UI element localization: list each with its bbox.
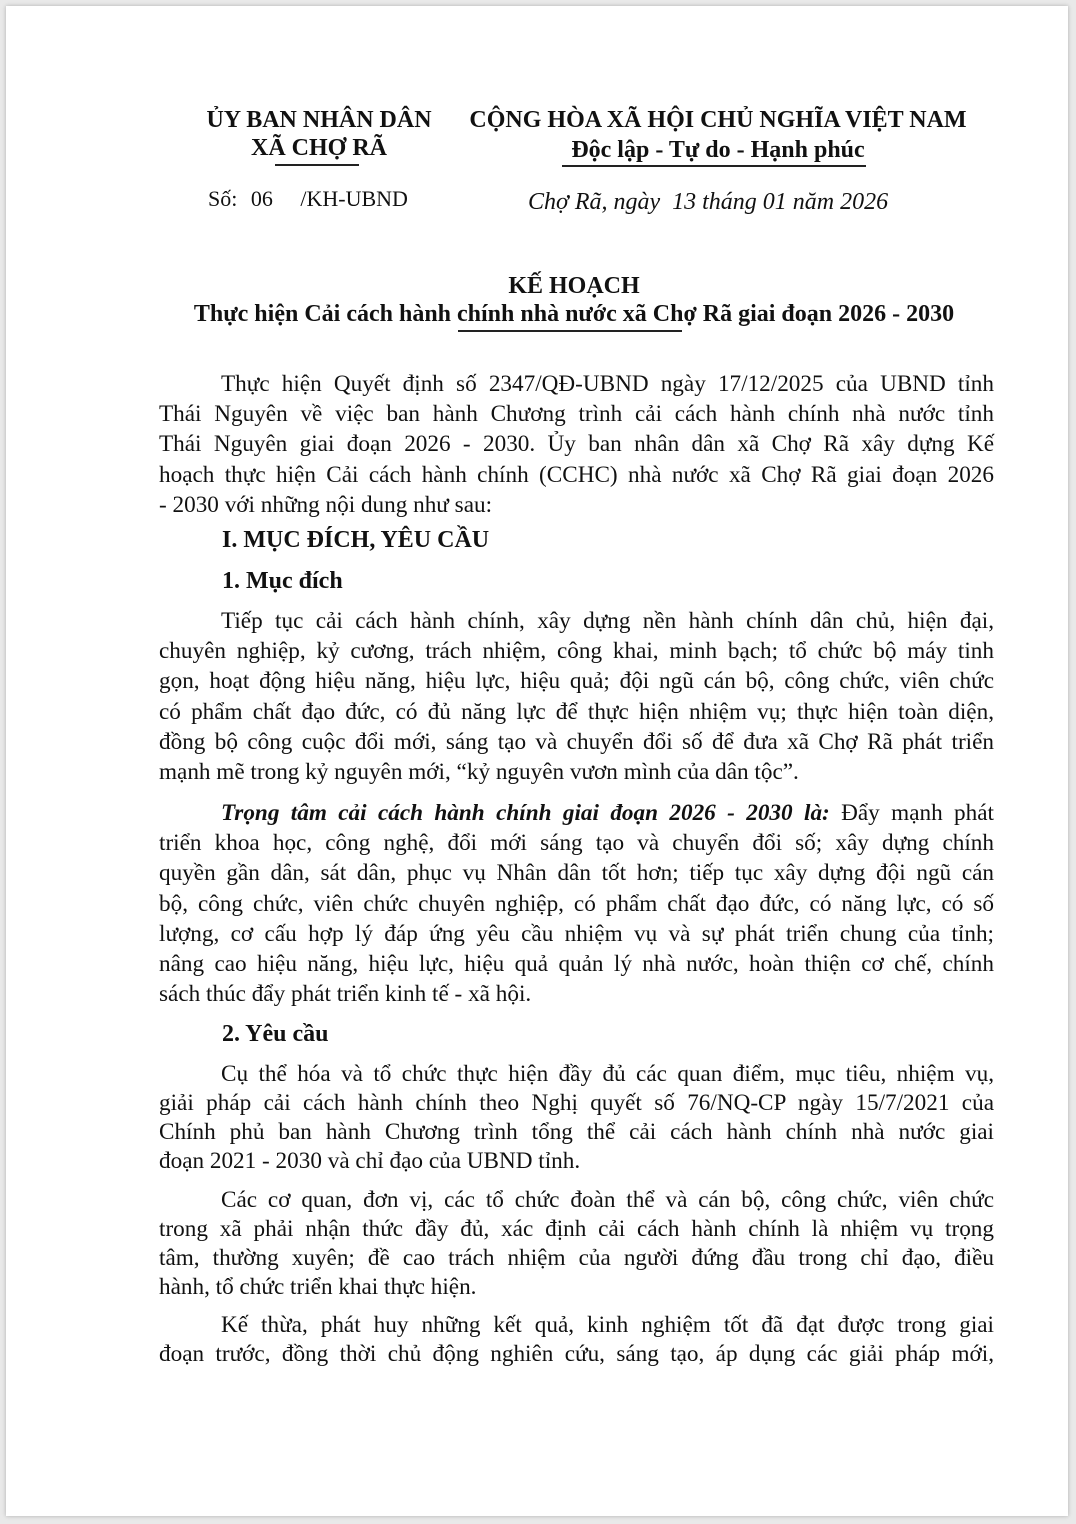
focus-lead-rest: Đẩy mạnh phát: [829, 800, 994, 826]
text-line: nâng cao hiệu năng, hiệu lực, hiệu quả quản lý nhà nước, hoàn thiện cơ chế, chính: [159, 951, 994, 978]
text-line: Tiếp tục cải cách hành chính, xây dựng nền hành chính dân chủ, hiện đại,: [221, 608, 994, 634]
agency-underline: [275, 164, 359, 166]
doc-subject: Thực hiện Cải cách hành chính nhà nước xã Chợ Rã giai đoạn 2026 - 2030: [193, 301, 955, 327]
text-line: tâm, thường xuyên; đề cao trách nhiệm của người đứng đầu trong chỉ đạo, điều: [159, 1245, 994, 1271]
text-line: hành, tổ chức triển khai thực hiện.: [159, 1274, 477, 1300]
text-line: Các cơ quan, đơn vị, các tổ chức đoàn thể và cán bộ, công chức, viên chức: [221, 1187, 994, 1213]
text-line: - 2030 với những nội dung như sau:: [159, 491, 493, 518]
text-line: bộ, công chức, viên chức chuyên nghiệp, có phẩm chất đạo đức, có năng lực, có số: [159, 890, 994, 917]
text-line: đoạn trước, đồng thời chủ động nghiên cứu, sáng tạo, áp dụng các giải pháp mới,: [159, 1341, 994, 1367]
text-line: trong xã phải nhận thức đầy đủ, xác định cải cách hành chính là nhiệm vụ trọng: [159, 1216, 994, 1242]
focus-lead: Trọng tâm cải cách hành chính giai đoạn 2026 - 2030 là:: [221, 800, 830, 826]
doc-number-suffix: /KH-UBND: [300, 186, 408, 211]
requirement-paragraph-1: [159, 1060, 994, 1176]
text-line: mạnh mẽ trong kỷ nguyên mới, “kỷ nguyên vươn mình của dân tộc”.: [159, 759, 799, 786]
doc-number-label: Số:: [208, 186, 238, 211]
text-line: đoạn 2021 - 2030 và chỉ đạo của UBND tỉnh.: [159, 1148, 581, 1174]
purpose-paragraph: [159, 606, 994, 787]
text-line: chuyên nghiệp, kỷ cương, trách nhiệm, công khai, minh bạch; tổ chức bộ máy tinh: [159, 638, 994, 665]
title-underline: [458, 330, 682, 332]
text-line: triển khoa học, công nghệ, đổi mới sáng tạo và chuyển đổi số; xây dựng chính: [159, 830, 994, 857]
document-page: [6, 6, 1068, 1516]
text-line: giải pháp cải cách hành chính theo Nghị quyết số 76/NQ-CP ngày 15/7/2021 của: [159, 1090, 994, 1116]
text-line: quyền gần dân, sát dân, phục vụ Nhân dân tốt hơn; tiếp tục xây dựng đội ngũ cán: [159, 860, 994, 887]
doc-number-value: 06: [250, 186, 273, 211]
national-title: CỘNG HÒA XÃ HỘI CHỦ NGHĨA VIỆT NAM: [469, 107, 967, 133]
text-line: sách thúc đẩy phát triển kinh tế - xã hội.: [159, 981, 532, 1008]
requirement-paragraph-3: [159, 1311, 994, 1369]
text-line: đồng bộ công cuộc đổi mới, sáng tạo và chuyển đổi số để đưa xã Chợ Rã phát triển: [159, 728, 994, 755]
place-date: Chợ Rã, ngày 13 tháng 01 năm 2026: [528, 189, 889, 215]
text-line: Cụ thể hóa và tổ chức thực hiện đầy đủ các quan điểm, mục tiêu, nhiệm vụ,: [221, 1061, 994, 1087]
section-heading: I. MỤC ĐÍCH, YÊU CẦU: [222, 527, 490, 553]
text-line: có phẩm chất đạo đức, có đủ năng lực để thực hiện nhiệm vụ; thực hiện toàn diện,: [159, 698, 994, 725]
intro-paragraph: [159, 369, 994, 520]
text-line: Thực hiện Quyết định số 2347/QĐ-UBND ngày 17/12/2025 của UBND tỉnh: [221, 371, 994, 397]
text-line: [159, 798, 994, 828]
text-line: Thái Nguyên về việc ban hành Chương trình cải cách hành chính nhà nước tỉnh: [159, 401, 994, 428]
doc-type: KẾ HOẠCH: [508, 273, 640, 299]
agency-name: ỦY BAN NHÂN DÂN: [206, 107, 432, 133]
text-line: Thái Nguyên giai đoạn 2026 - 2030. Ủy ban nhân dân xã Chợ Rã xây dựng Kế: [159, 431, 994, 458]
requirement-paragraph-2: [159, 1186, 994, 1302]
text-line: gọn, hoạt động hiệu năng, hiệu lực, hiệu quả; đội ngũ cán bộ, công chức, viên chức: [159, 668, 994, 695]
text-line: Chính phủ ban hành Chương trình tổng thể cải cách hành chính nhà nước giai: [159, 1119, 994, 1145]
text-line: lượng, cơ cấu hợp lý đáp ứng yêu cầu nhiệm vụ và sự phát triển chung của tỉnh;: [159, 920, 994, 947]
text-line: hoạch thực hiện Cải cách hành chính (CCHC) nhà nước xã Chợ Rã giai đoạn 2026: [159, 461, 994, 488]
agency-subname: XÃ CHỢ RÃ: [251, 135, 387, 161]
national-motto: Độc lập - Tự do - Hạnh phúc: [571, 137, 865, 163]
focus-paragraph: [159, 798, 994, 1009]
subsection-heading: 1. Mục đích: [222, 568, 343, 594]
doc-number: [208, 186, 408, 212]
motto-underline: [562, 165, 866, 167]
text-line: Kế thừa, phát huy những kết quả, kinh nghiệm tốt đã đạt được trong giai: [221, 1312, 994, 1338]
subsection-heading: 2. Yêu cầu: [222, 1021, 329, 1047]
